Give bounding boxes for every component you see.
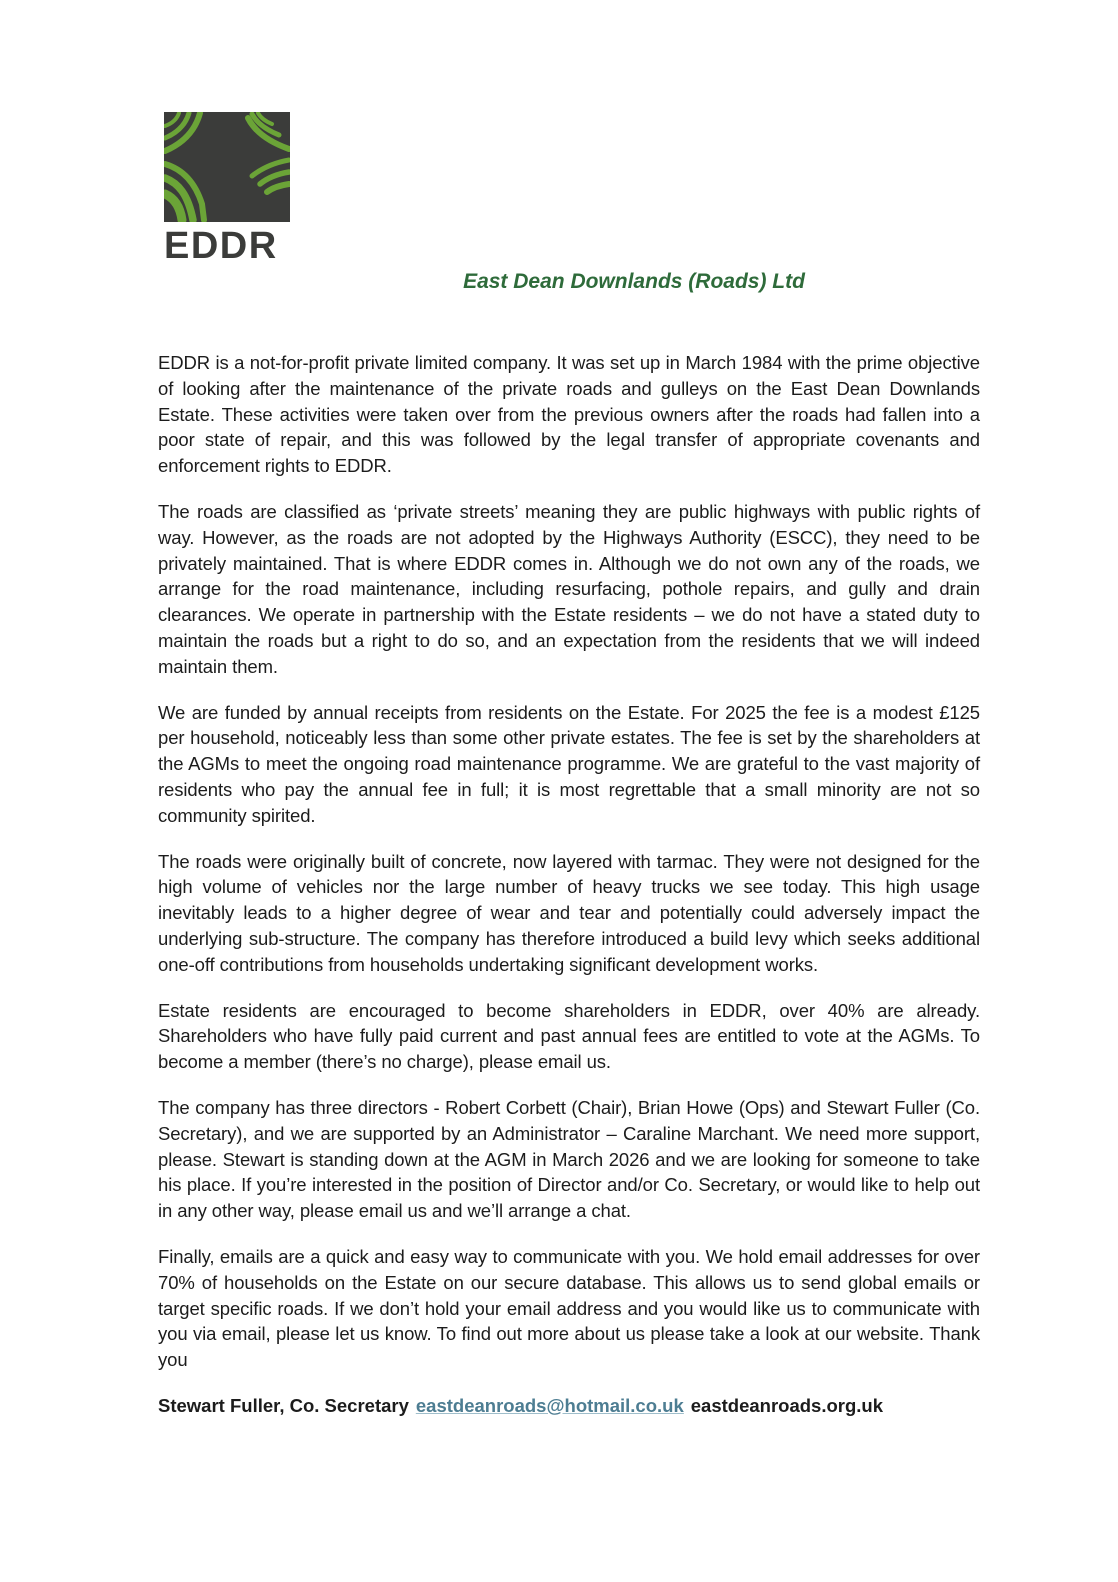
body-paragraph-6: The company has three directors - Robert Corbett (Chair), Brian Howe (Ops) and Stewart Fuller (Co. Secretary), and we are supported by an Administrator – Caraline Marchant. We need more support, please. Stewart is standing down at the AGM in March 2026 and we are looking for someone to take his place. If you’re interested in the position of Director and/or Co. Secretary, or would like to help out in any other way, please email us and we’ll arrange a chat. (158, 1096, 980, 1222)
document-title: East Dean Downlands (Roads) Ltd (463, 270, 805, 293)
body-paragraph-4: The roads were originally built of concrete, now layered with tarmac. They were not designed for the high volume of vehicles nor the large number of heavy trucks we see today. This high usage inevitably leads to a higher degree of wear and tear and potentially could adversely impact the underlying sub-structure. The company has therefore introduced a build levy which seeks additional one-off contributions from households undertaking significant development works. (158, 850, 980, 975)
company-logo (164, 112, 294, 268)
signature-name-role: Stewart Fuller, Co. Secretary (158, 1394, 409, 1416)
body-paragraph-3: We are funded by annual receipts from residents on the Estate. For 2025 the fee is a modest £125 per household, noticeably less than some other private estates. The fee is set by the shareholders at the AGMs to meet the ongoing road maintenance programme. We are grateful to the vast majority of residents who pay the annual fee in full; it is most regrettable that a small minority are not so community spirited. (158, 701, 980, 826)
fields-road-logo-icon (164, 112, 290, 222)
logo-wordmark: EDDR (164, 225, 278, 267)
body-paragraph-1: EDDR is a not-for-profit private limited company. It was set up in March 1984 with the prime objective of looking after the maintenance of the private roads and gulleys on the East Dean Downlands Estate. These activities were taken over from the previous owners after the roads had fallen into a poor state of repair, and this was followed by the legal transfer of appropriate covenants and enforcement rights to EDDR. (158, 352, 980, 477)
signature-line (158, 1393, 980, 1419)
body-paragraph-5: Estate residents are encouraged to become shareholders in EDDR, over 40% are already. Shareholders who have fully paid current and past annual fees are entitled to vote at the AGMs. To become a member (there’s no charge), please email us. (158, 999, 980, 1073)
letter-body (158, 350, 980, 1419)
email-link[interactable]: eastdeanroads@hotmail.co.uk (415, 1394, 684, 1416)
body-paragraph-7: Finally, emails are a quick and easy way to communicate with you. We hold email addresses for over 70% of households on the Estate on our secure database. This allows us to send global emails or target specific roads. If we don’t hold your email address and you would like us to communicate with you via email, please let us know. To find out more about us please take a look at our website. Thank you (158, 1245, 980, 1371)
website-text: eastdeanroads.org.uk (690, 1394, 884, 1416)
body-paragraph-2: The roads are classified as ‘private streets’ meaning they are public highways with public rights of way. However, as the roads are not adopted by the Highways Authority (ESCC), they need to be privately maintained. That is where EDDR comes in. Although we do not own any of the roads, we arrange for the road maintenance, including resurfacing, pothole repairs, and gully and drain clearances. We operate in partnership with the Estate residents – we do not have a stated duty to maintain the roads but a right to do so, and an expectation from the residents that we will indeed maintain them. (158, 500, 980, 677)
